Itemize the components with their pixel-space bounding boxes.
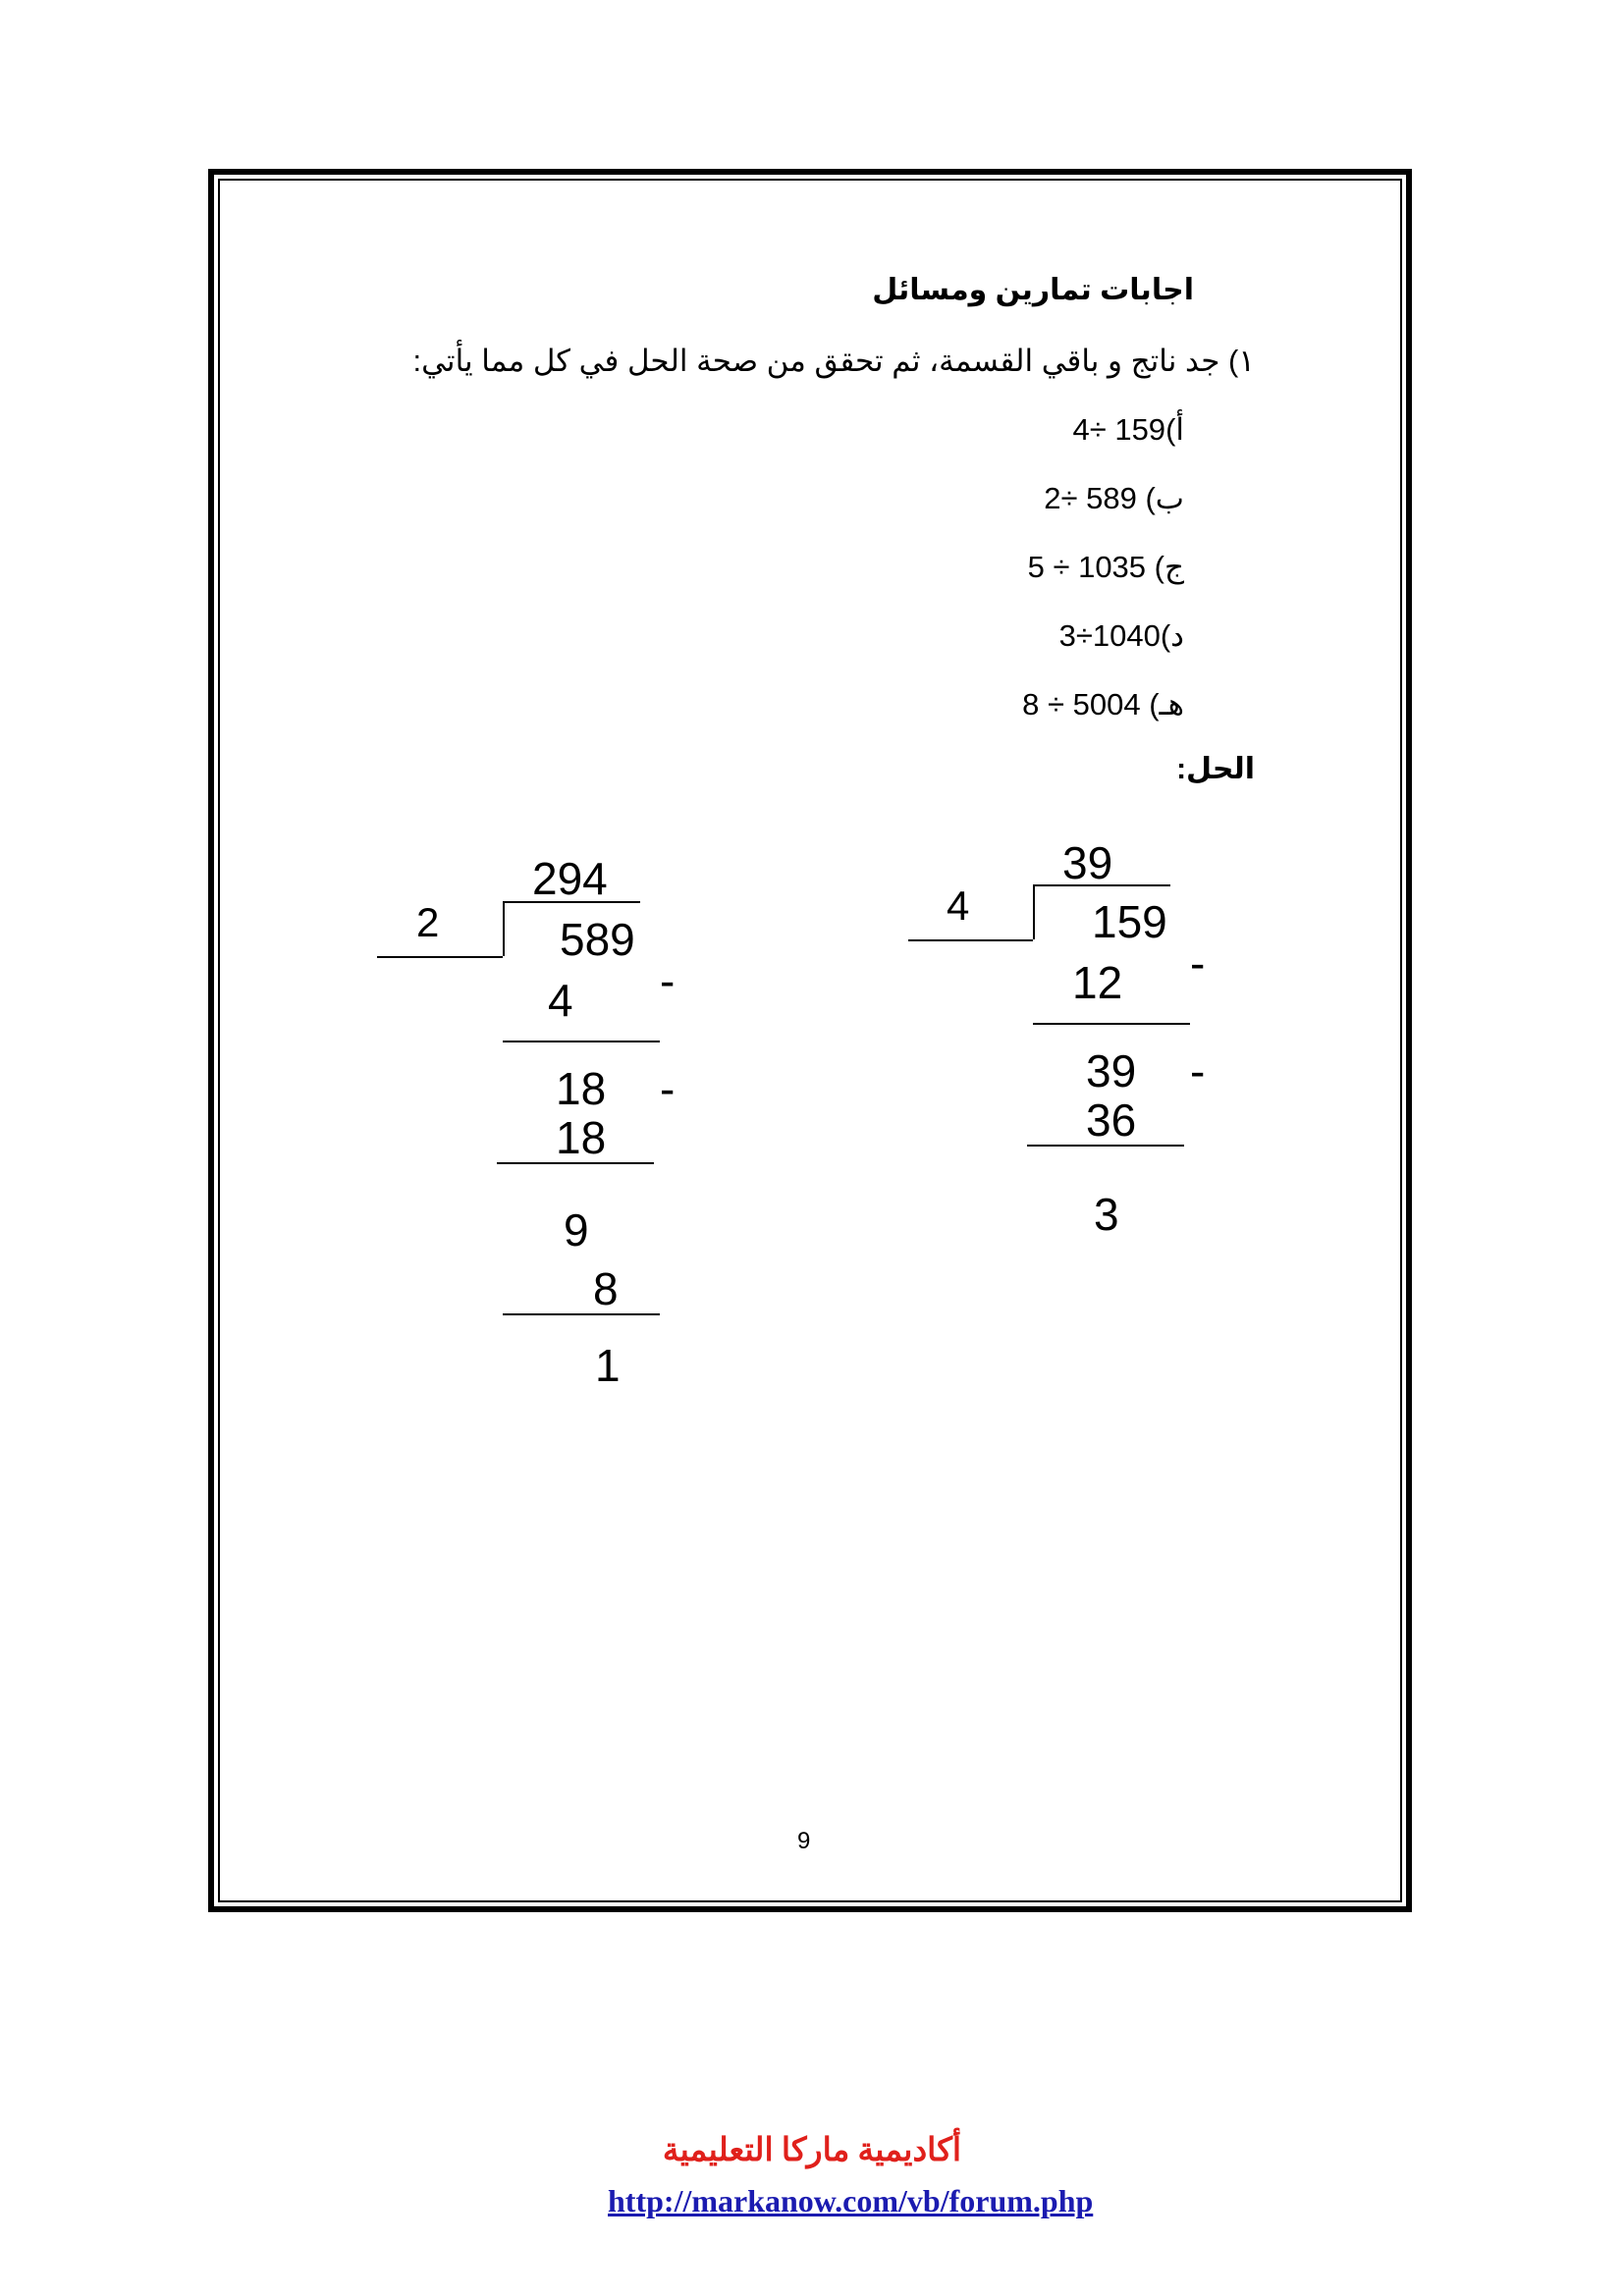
division-bar-b	[503, 901, 640, 903]
minus-sign-a1: -	[1190, 937, 1206, 988]
dividend-b: 589	[560, 914, 635, 965]
partial-value-a2: 39	[1086, 1045, 1137, 1096]
partial-value-b3: 9	[564, 1204, 589, 1255]
rule-a2	[1027, 1145, 1184, 1147]
rule-b2	[497, 1162, 654, 1164]
division-bracket-b	[503, 901, 505, 956]
subtract-value-a1: 12	[1072, 957, 1123, 1008]
quotient-a: 39	[1062, 837, 1113, 888]
exercise-part-a: أ)159 ÷4	[1072, 412, 1184, 447]
divisor-a: 4	[947, 882, 970, 929]
minus-sign-b2: -	[660, 1063, 676, 1114]
footer-title: أكاديمية ماركا التعليمية	[662, 2133, 962, 2168]
page-border-inner	[218, 179, 1402, 1902]
footer-link[interactable]: http://markanow.com/vb/forum.php	[608, 2183, 1094, 2218]
solution-label: الحل:	[1176, 753, 1255, 785]
remainder-a: 3	[1094, 1189, 1119, 1240]
rule-a1	[1033, 1023, 1190, 1025]
minus-sign-a2: -	[1190, 1045, 1206, 1096]
remainder-b: 1	[595, 1340, 621, 1391]
section-heading: اجابات تمارين ومسائل	[872, 274, 1194, 306]
exercise-part-d: د)1040÷3	[1058, 618, 1184, 653]
rule-b3	[503, 1313, 660, 1315]
quotient-b: 294	[532, 853, 608, 904]
page-number: 9	[797, 1828, 811, 1854]
subtract-value-a2: 36	[1086, 1095, 1137, 1146]
divisor-line-b	[377, 956, 503, 958]
subtract-value-b2: 18	[556, 1112, 607, 1163]
partial-value-b2: 18	[556, 1063, 607, 1114]
dividend-a: 159	[1092, 896, 1167, 947]
divisor-b: 2	[416, 899, 440, 945]
division-bracket-a	[1033, 884, 1035, 939]
subtract-value-b3: 8	[593, 1263, 619, 1314]
rule-b1	[503, 1041, 660, 1042]
minus-sign-b1: -	[660, 955, 676, 1006]
exercise-part-b: ب) 589 ÷2	[1044, 481, 1184, 515]
exercise-part-e: هـ) 5004 ÷ 8	[1022, 687, 1184, 721]
divisor-line-a	[908, 939, 1033, 941]
subtract-value-b1: 4	[548, 975, 573, 1026]
question-text: ١) جد ناتج و باقي القسمة، ثم تحقق من صحة الحل في كل مما يأتي:	[412, 344, 1255, 378]
division-bar-a	[1033, 884, 1170, 886]
exercise-part-c: ج) 1035 ÷ 5	[1027, 550, 1184, 584]
